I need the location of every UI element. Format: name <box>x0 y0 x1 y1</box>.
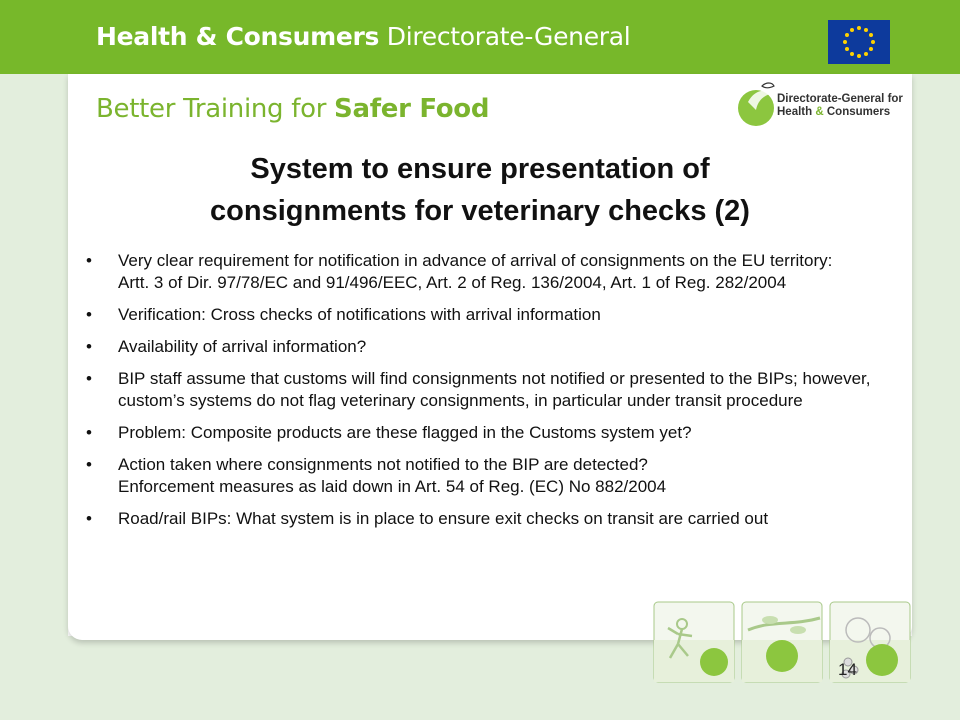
bullet-text: BIP staff assume that customs will find consignments not notified or presented to the BIPs; however, custom’s systems do not flag veterinary consignments, in particular under transit procedure <box>118 369 871 410</box>
bullet-dot: • <box>86 509 92 528</box>
bullet-list <box>84 250 904 540</box>
bullet-item <box>84 508 904 530</box>
bullet-dot: • <box>86 305 92 324</box>
bullet-text: Very clear requirement for notification in advance of arrival of consignments on the EU territory: <box>118 251 833 270</box>
bullet-dot: • <box>86 337 92 356</box>
bullet-dot: • <box>86 251 92 270</box>
bullet-text: Road/rail BIPs: What system is in place to ensure exit checks on transit are carried out <box>118 509 769 528</box>
bullet-item <box>84 336 904 358</box>
bullet-text: Availability of arrival information? <box>118 337 367 356</box>
bullet-text: Enforcement measures as laid down in Art. 54 of Reg. (EC) No 882/2004 <box>118 477 667 496</box>
left-margin-band <box>0 74 68 720</box>
panel-branch-apple <box>742 602 822 682</box>
bullet-text: Problem: Composite products are these flagged in the Customs system yet? <box>118 423 692 442</box>
program-subtitle: Better Training for Safer Food <box>96 94 490 124</box>
bullet-dot: • <box>86 423 92 442</box>
bullet-text: Action taken where consignments not notified to the BIP are detected? <box>118 455 648 474</box>
bullet-item <box>84 454 904 498</box>
bullet-item <box>84 250 904 294</box>
dg-logo-text: Directorate-General for Health & Consumers <box>777 93 903 118</box>
bullet-text: Verification: Cross checks of notifications with arrival information <box>118 305 601 324</box>
bullet-item <box>84 422 904 444</box>
bullet-text: Artt. 3 of Dir. 97/78/EC and 91/496/EEC, Art. 2 of Reg. 136/2004, Art. 1 of Reg. 282/2004 <box>118 273 787 292</box>
right-margin-band <box>912 74 960 720</box>
bullet-dot: • <box>86 369 92 388</box>
eu-flag-icon <box>828 20 890 64</box>
panel-runner-apple <box>654 602 734 682</box>
page-number: 14 <box>838 660 857 679</box>
bullet-item <box>84 304 904 326</box>
header-title: Health & Consumers Directorate-General <box>96 22 631 51</box>
bullet-item <box>84 368 904 412</box>
food-illustration-panels <box>652 600 912 684</box>
slide-title: System to ensure presentation of consignments for veterinary checks (2) <box>210 153 750 227</box>
bullet-dot: • <box>86 455 92 474</box>
